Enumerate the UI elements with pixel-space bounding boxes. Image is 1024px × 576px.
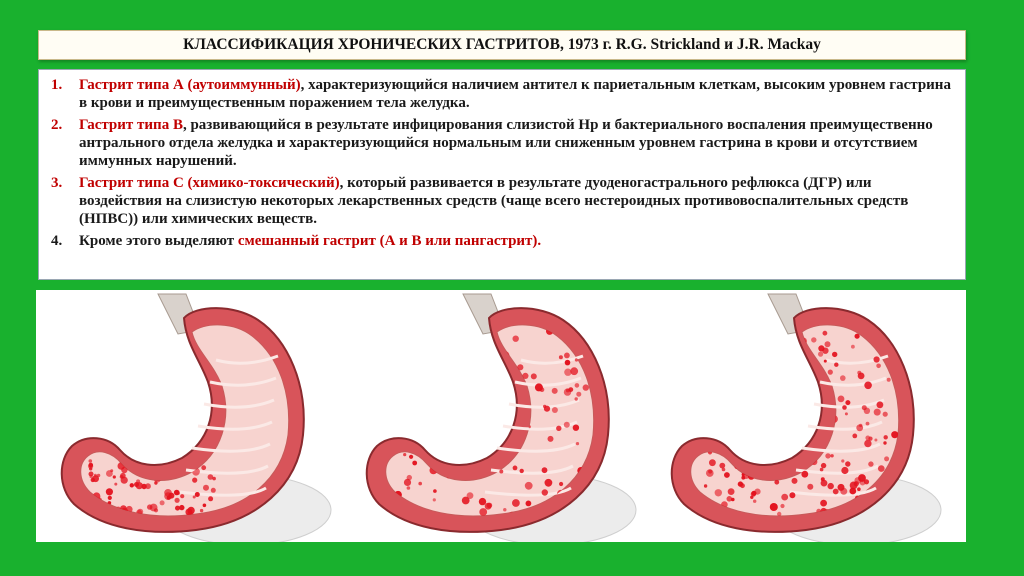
item-highlight: Гастрит типа С (химико-токсический) <box>79 175 340 191</box>
item-text <box>79 116 955 170</box>
list-item <box>51 232 955 250</box>
list-item <box>51 174 955 228</box>
item-highlight: смешанный гастрит (А и В или пангастрит). <box>237 233 542 249</box>
slide-title: КЛАССИФИКАЦИЯ ХРОНИЧЕСКИХ ГАСТРИТОВ, 1973 г. R.G. Strickland и J.R. Mackay <box>38 30 966 60</box>
item-description: , характеризующийся наличием антител к париетальным клеткам, высоким уровнем гастрина в крови и преимущественным поражением тела желудка. <box>79 77 951 111</box>
stomach-illustration-type-b <box>351 290 651 542</box>
list-item <box>51 76 955 112</box>
item-description: , который развивается в результате дуоденогастрального рефлюкса (ДГР) или воздействия на слизистую некоторых лекарственных средств (чаще всего нестероидных противовоспалительных средств (НПВС)) или химических веществ. <box>79 175 909 227</box>
item-highlight: Гастрит типа А (аутоиммунный) <box>79 77 301 93</box>
item-number: 1. <box>51 77 63 93</box>
item-number: 2. <box>51 117 63 133</box>
stomach-illustration-type-a <box>46 290 346 542</box>
item-description: , развивающийся в результате инфицирования слизистой Hp и бактериального воспаления преимущественно антрального отдела желудка и характеризующийся нормальным или сниженным уровнем гастрина в крови и отсутствием иммунных нарушений. <box>79 117 933 169</box>
item-text <box>79 232 541 250</box>
item-text <box>79 76 955 112</box>
list-item <box>51 116 955 170</box>
item-number: 3. <box>51 175 63 191</box>
stomach-illustrations-panel <box>36 290 966 542</box>
classification-list <box>38 69 966 280</box>
item-highlight: Гастрит типа В <box>79 117 183 133</box>
item-lead: Кроме этого выделяют <box>79 233 238 249</box>
item-text <box>79 174 955 228</box>
stomach-illustration-type-mixed <box>656 290 956 542</box>
item-number: 4. <box>51 233 63 249</box>
